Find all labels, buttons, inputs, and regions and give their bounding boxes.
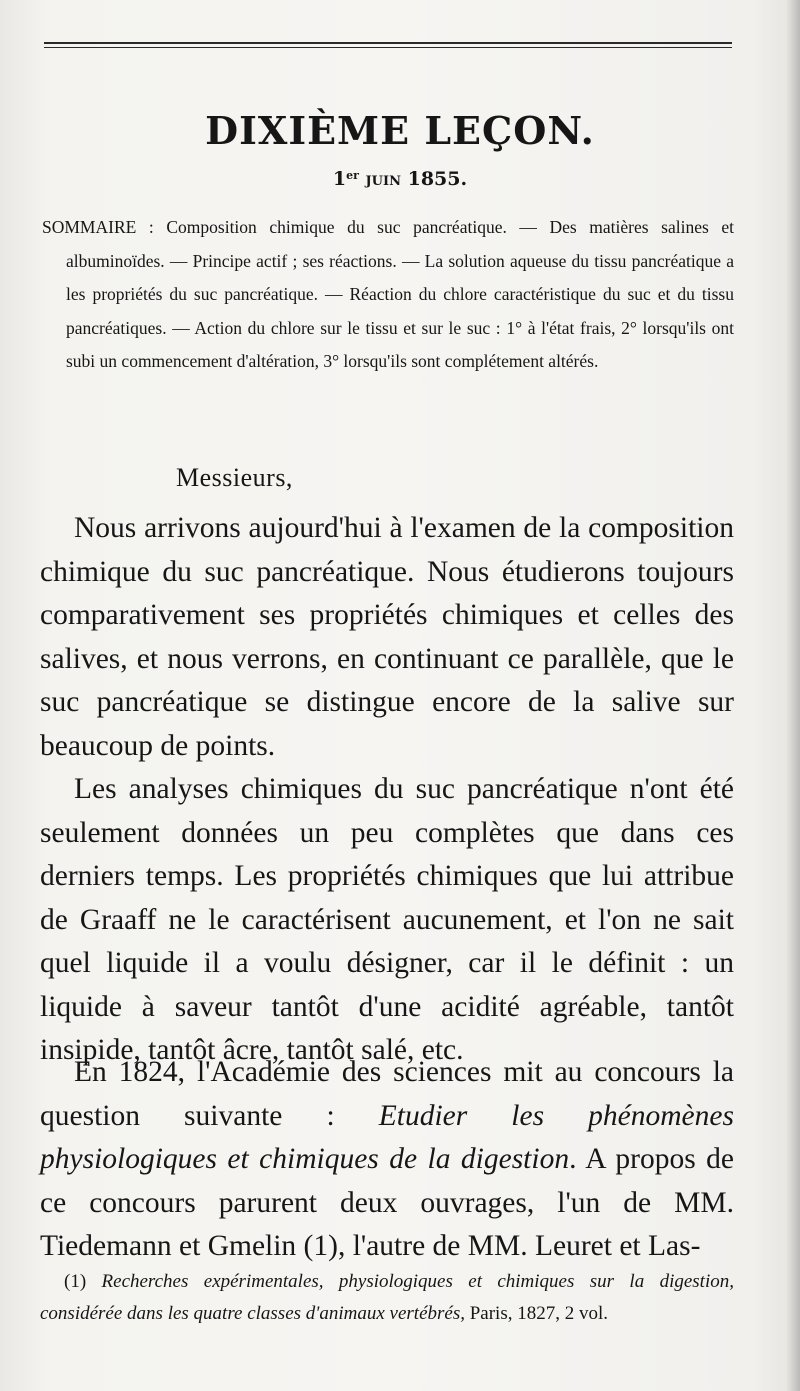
- sommaire-block: [42, 211, 734, 379]
- salutation: Messieurs,: [176, 463, 293, 492]
- header-rule-thick: [44, 42, 732, 44]
- footnote: [40, 1266, 734, 1329]
- page-edge-shadow: [786, 0, 800, 1391]
- sommaire-label: SOMMAIRE :: [42, 217, 154, 237]
- paragraph-3-start: En 1824, l'Académie des sciences mit au concours la question suivante :: [40, 1056, 734, 1132]
- paragraph-3: [40, 1051, 734, 1269]
- footnote-title: Recherches expérimentales, physiologiques et chimiques sur la digestion, considérée dans les quatre classes d'animaux vertébrés,: [40, 1271, 734, 1324]
- header-rule-thin: [44, 47, 732, 48]
- date-month: JUIN: [365, 174, 401, 189]
- sommaire-paragraph: [42, 211, 734, 379]
- paragraph-3-text: [40, 1051, 734, 1269]
- footnote-marker: (1): [64, 1271, 87, 1292]
- date-day-suffix: er: [346, 169, 359, 182]
- paragraph-3-italic: Etudier les phénomènes physiologiques et chimiques de la digestion: [40, 1099, 734, 1175]
- date-year: 1855.: [407, 168, 468, 190]
- date-day: 1: [332, 168, 347, 190]
- lecon-date: [0, 162, 800, 196]
- sommaire-text: Composition chimique du suc pancréatique. — Des matières salines et albuminoïdes. — Principe actif ; ses réactions. — La solution aqueuse du tissu pancréatique a les propriétés du suc pancréatique. — Réaction du chlore caractéristique du suc et du tissu pancréatiques. — Action du chlore sur le tissu et sur le suc : 1° à l'état frais, 2° lorsqu'ils ont subi un commencement d'altération, 3° lorsqu'ils sont complétement altérés.: [66, 217, 734, 371]
- header-rule: [44, 42, 732, 50]
- paragraph-3-end: . A propos de ce concours parurent deux ouvrages, l'un de MM. Tiedemann et Gmelin (1), l'autre de MM. Leuret et Las-: [40, 1143, 734, 1262]
- footnote-text: [40, 1266, 734, 1329]
- paragraph-2: [40, 768, 734, 1073]
- paragraph-2-text: Les analyses chimiques du suc pancréatique n'ont été seulement données un peu complètes que dans ces derniers temps. Les propriétés chimiques que lui attribue de Graaff ne le caractérisent aucunement, et l'on ne sait quel liquide il a voulu désigner, car il le définit : un liquide à saveur tantôt d'une acidité agréable, tantôt insipide, tantôt âcre, tantôt salé, etc.: [40, 773, 734, 1066]
- paragraph-1-text: Nous arrivons aujourd'hui à l'examen de la composition chimique du suc pancréatique. Nous étudierons toujours comparativement ses propriétés chimiques et celles des salives, et nous verrons, en continuant ce parallèle, que le suc pancréatique se distingue encore de la salive sur beaucoup de points.: [40, 512, 734, 762]
- footnote-publication: Paris, 1827, 2 vol.: [464, 1302, 608, 1324]
- paragraph-1: [40, 507, 734, 768]
- lecon-title: DIXIÈME LEÇON.: [205, 108, 595, 153]
